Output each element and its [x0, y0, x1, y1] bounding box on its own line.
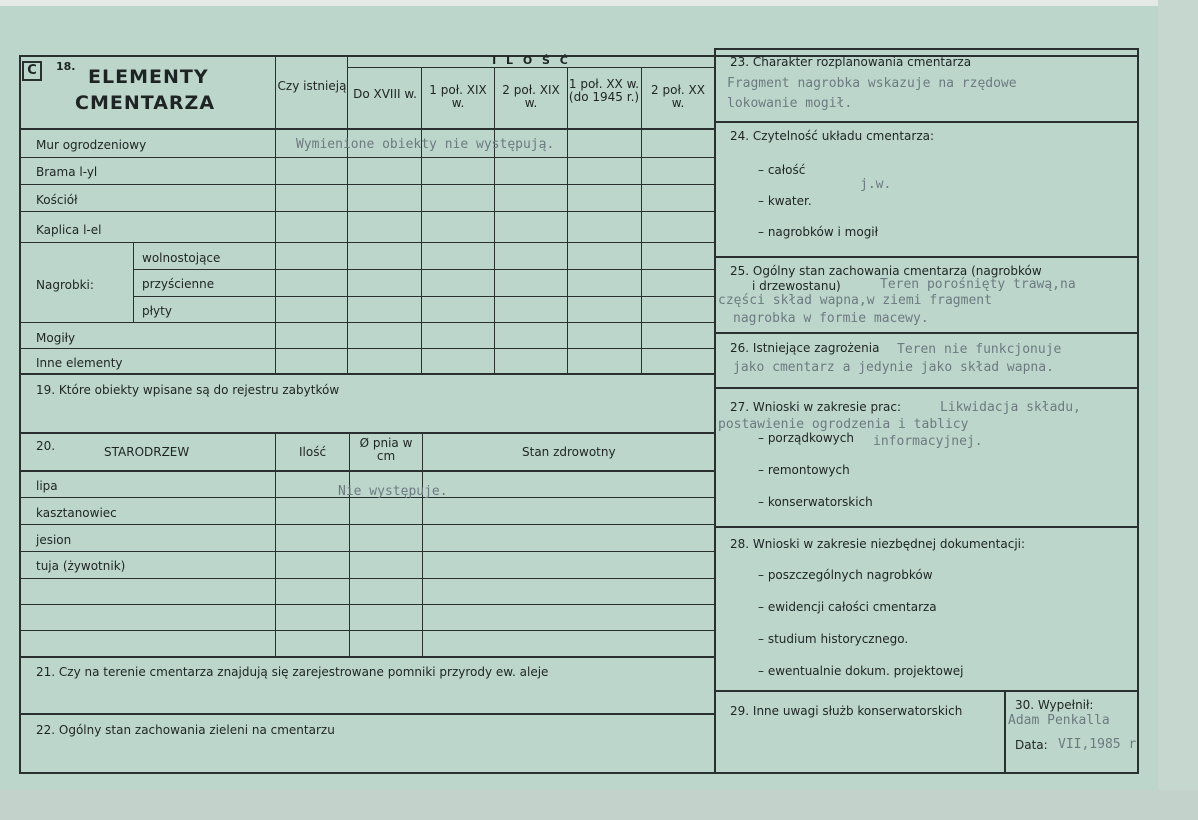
section-title-line2: CMENTARZA: [75, 92, 216, 114]
row-label: Mur ogrodzeniowy: [36, 138, 147, 152]
section-title-line1: ELEMENTY: [88, 66, 209, 88]
q25-label: 25. Ogólny stan zachowania cmentarza (nagrobków: [730, 264, 1042, 278]
row-line: [19, 630, 715, 631]
period-header: 2 poł. XIX w.: [502, 83, 560, 110]
q24-bottom: [714, 256, 1139, 258]
q23-bottom: [714, 121, 1139, 123]
card-right-edge: [1158, 0, 1198, 820]
graves-sub-label: przyścienne: [142, 277, 215, 291]
q25-label: i drzewostanu): [752, 279, 841, 293]
period-header: 2 poł. XX w.: [651, 83, 705, 110]
q30-date-label: Data:: [1015, 738, 1048, 752]
s20-title: STARODRZEW: [104, 445, 190, 459]
q25-typed: części skład wapna,w ziemi fragment: [718, 293, 992, 308]
section-number: 18.: [56, 60, 76, 73]
row-line: [19, 578, 715, 579]
q30-date-value: VII,1985 r: [1058, 737, 1137, 752]
q27-label: 27. Wnioski w zakresie prac:: [730, 400, 902, 414]
row-line: [19, 184, 715, 185]
row-label: Brama l-yl: [36, 165, 98, 179]
q25-typed: nagrobka w formie macewy.: [733, 311, 929, 326]
q23-label: 23. Charakter rozplanowania cmentarza: [730, 55, 972, 69]
q26-bottom: [714, 387, 1139, 389]
row-label: Kaplica l-el: [36, 223, 102, 237]
s20-qty-header: Ilość: [299, 445, 327, 459]
tree-label: jesion: [36, 533, 72, 547]
q26-typed: jako cmentarz a jedynie jako skład wapna.: [733, 360, 1054, 375]
q24-label: 24. Czytelność układu cmentarza:: [730, 129, 935, 143]
q28-item: – studium historycznego.: [758, 632, 909, 646]
q28-item: – poszczególnych nagrobków: [758, 568, 933, 582]
q27-typed: informacyjnej.: [873, 434, 983, 449]
graves-sub-label: płyty: [142, 304, 172, 318]
s20-health-header: Stan zdrowotny: [522, 445, 616, 459]
s20-number: 20.: [36, 439, 56, 453]
row-label: Inne elementy: [36, 356, 123, 370]
section-c-badge: C: [22, 61, 42, 81]
table-bottom: [19, 373, 715, 375]
row-line: [19, 322, 715, 323]
q19-bottom: [19, 432, 715, 434]
q25-bottom: [714, 332, 1139, 334]
graves-label: Nagrobki:: [36, 278, 94, 292]
q27-item: – konserwatorskich: [758, 495, 873, 509]
col-line: [421, 68, 422, 374]
typed-note: Wymienione obiekty nie występują.: [296, 137, 555, 152]
q26-label: 26. Istniejące zagrożenia: [730, 341, 880, 355]
q21-label: 21. Czy na terenie cmentarza znajdują się zarejestrowane pomniki przyrody ew. aleje: [36, 665, 549, 679]
header-bottom: [19, 128, 715, 130]
period-header: 1 poł. XIX w.: [429, 83, 487, 110]
col-line: [422, 432, 423, 657]
row-line: [19, 348, 715, 349]
col-line: [349, 432, 350, 657]
q27-typed: Likwidacja składu,: [940, 400, 1081, 415]
col-line: [347, 57, 348, 374]
s20-diam-header: Ø pnia w cm: [359, 436, 413, 463]
q28-item: – ewentualnie dokum. projektowej: [758, 664, 964, 678]
tree-label: kasztanowiec: [36, 506, 117, 520]
quantity-header: I L O Ś Ć: [492, 54, 571, 67]
q21-bottom: [19, 713, 715, 715]
q24-item: – kwater.: [758, 194, 812, 208]
q25-typed: Teren porośnięty trawą,na: [880, 277, 1076, 292]
exists-header: Czy istnieją: [277, 79, 347, 93]
q24-item: – nagrobków i mogił: [758, 225, 879, 239]
row-line: [19, 551, 715, 552]
q29-q30-divider: [1004, 690, 1006, 774]
period-header: 1 poł. XX w. (do 1945 r.): [568, 77, 640, 104]
q27-bottom: [714, 526, 1139, 528]
col-line: [567, 68, 568, 374]
q28-item: – ewidencji całości cmentarza: [758, 600, 937, 614]
q27-typed: postawienie ogrodzenia i tablicy: [718, 417, 969, 432]
col-line: [275, 57, 276, 374]
q19-label: 19. Które obiekty wpisane są do rejestru zabytków: [36, 383, 340, 397]
frame-right: [1137, 48, 1139, 774]
row-line: [19, 242, 715, 243]
q28-label: 28. Wnioski w zakresie niezbędnej dokumentacji:: [730, 537, 1026, 551]
qty-underline: [347, 67, 715, 68]
q30-name: Adam Penkalla: [1008, 713, 1110, 728]
q27-item: – remontowych: [758, 463, 850, 477]
graves-divider: [133, 242, 134, 322]
col-line: [494, 68, 495, 374]
row-line: [133, 296, 715, 297]
s20-header-bottom: [19, 470, 715, 472]
period-header: Do XVIII w.: [353, 87, 417, 101]
col-line: [275, 432, 276, 657]
s20-bottom: [19, 656, 715, 658]
q22-label: 22. Ogólny stan zachowania zieleni na cmentarzu: [36, 723, 335, 737]
tree-label: tuja (żywotnik): [36, 559, 126, 573]
q23-typed: Fragment nagrobka wskazuje na rzędowe: [727, 76, 1017, 91]
row-line: [133, 269, 715, 270]
q28-bottom: [714, 690, 1139, 692]
tree-label: lipa: [36, 479, 58, 493]
q24-typed: j.w.: [860, 177, 892, 192]
row-label: Kościół: [36, 193, 78, 207]
card-bottom-edge: [0, 790, 1198, 820]
q29-label: 29. Inne uwagi służb konserwatorskich: [730, 704, 963, 718]
typed-note: Nie występuje.: [338, 484, 448, 499]
q26-typed: Teren nie funkcjonuje: [897, 342, 1062, 357]
row-line: [19, 211, 715, 212]
frame-top-right: [714, 48, 1139, 50]
row-line: [19, 604, 715, 605]
q30-label: 30. Wypełnił:: [1015, 698, 1094, 712]
card-top-edge: [0, 0, 1198, 6]
frame-left: [19, 55, 21, 774]
row-label: Mogiły: [36, 331, 76, 345]
row-line: [19, 524, 715, 525]
q23-typed: lokowanie mogił.: [727, 96, 853, 111]
q24-item: – całość: [758, 163, 806, 177]
frame-bottom: [19, 772, 1138, 774]
col-line: [641, 68, 642, 374]
q27-item: – porządkowych: [758, 431, 854, 445]
row-line: [19, 157, 715, 158]
graves-sub-label: wolnostojące: [142, 251, 221, 265]
